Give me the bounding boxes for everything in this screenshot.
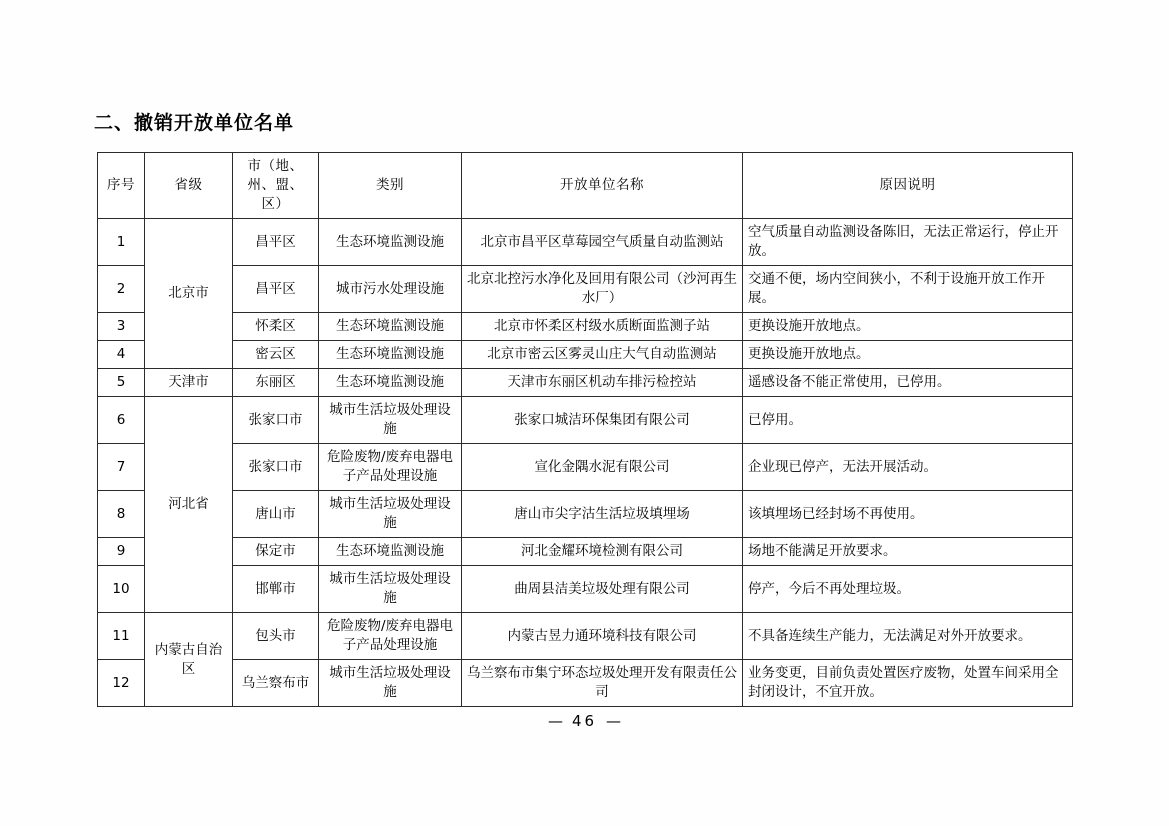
cell-category: 生态环境监测设施	[319, 313, 462, 341]
column-header-cat: 类别	[319, 153, 462, 219]
cell-no: 11	[98, 613, 145, 660]
column-header-prov: 省级	[145, 153, 233, 219]
revoked-units-table-container	[97, 152, 1072, 707]
cell-category: 城市生活垃圾处理设施	[319, 491, 462, 538]
cell-no: 1	[98, 219, 145, 266]
cell-reason: 空气质量自动监测设备陈旧，无法正常运行，停止开放。	[743, 219, 1073, 266]
table-row	[98, 369, 1073, 397]
column-header-reason: 原因说明	[743, 153, 1073, 219]
column-header-city: 市（地、州、盟、区）	[233, 153, 319, 219]
cell-unit-name: 唐山市尖字沽生活垃圾填埋场	[462, 491, 743, 538]
cell-reason: 更换设施开放地点。	[743, 313, 1073, 341]
cell-no: 10	[98, 566, 145, 613]
table-row	[98, 538, 1073, 566]
cell-unit-name: 张家口城洁环保集团有限公司	[462, 397, 743, 444]
cell-reason: 交通不便，场内空间狭小，不利于设施开放工作开展。	[743, 266, 1073, 313]
cell-city: 保定市	[233, 538, 319, 566]
table-body	[98, 219, 1073, 707]
cell-city: 密云区	[233, 341, 319, 369]
revoked-units-table	[97, 152, 1073, 707]
cell-reason: 停产，今后不再处理垃圾。	[743, 566, 1073, 613]
cell-province: 内蒙古自治区	[145, 613, 233, 707]
cell-city: 东丽区	[233, 369, 319, 397]
cell-category: 生态环境监测设施	[319, 538, 462, 566]
cell-category: 城市生活垃圾处理设施	[319, 660, 462, 707]
footer-dash-left: —	[547, 712, 563, 730]
cell-city: 怀柔区	[233, 313, 319, 341]
cell-reason: 更换设施开放地点。	[743, 341, 1073, 369]
table-row	[98, 566, 1073, 613]
cell-unit-name: 北京市怀柔区村级水质断面监测子站	[462, 313, 743, 341]
cell-category: 生态环境监测设施	[319, 369, 462, 397]
table-row	[98, 397, 1073, 444]
cell-category: 生态环境监测设施	[319, 219, 462, 266]
cell-category: 危险废物/废弃电器电子产品处理设施	[319, 613, 462, 660]
cell-category: 城市污水处理设施	[319, 266, 462, 313]
cell-no: 7	[98, 444, 145, 491]
cell-no: 9	[98, 538, 145, 566]
table-row	[98, 613, 1073, 660]
page-number: 46	[571, 712, 598, 730]
cell-reason: 已停用。	[743, 397, 1073, 444]
column-header-unit: 开放单位名称	[462, 153, 743, 219]
cell-no: 5	[98, 369, 145, 397]
table-row	[98, 660, 1073, 707]
cell-unit-name: 北京市密云区雾灵山庄大气自动监测站	[462, 341, 743, 369]
cell-no: 8	[98, 491, 145, 538]
cell-reason: 场地不能满足开放要求。	[743, 538, 1073, 566]
cell-reason: 企业现已停产，无法开展活动。	[743, 444, 1073, 491]
cell-no: 4	[98, 341, 145, 369]
cell-unit-name: 天津市东丽区机动车排污检控站	[462, 369, 743, 397]
cell-unit-name: 河北金耀环境检测有限公司	[462, 538, 743, 566]
cell-city: 张家口市	[233, 444, 319, 491]
cell-unit-name: 内蒙古昱力通环境科技有限公司	[462, 613, 743, 660]
cell-city: 乌兰察布市	[233, 660, 319, 707]
cell-province: 天津市	[145, 369, 233, 397]
cell-unit-name: 乌兰察布市集宁环态垃圾处理开发有限责任公司	[462, 660, 743, 707]
cell-city: 邯郸市	[233, 566, 319, 613]
cell-unit-name: 北京北控污水净化及回用有限公司（沙河再生水厂）	[462, 266, 743, 313]
cell-unit-name: 宣化金隅水泥有限公司	[462, 444, 743, 491]
cell-city: 张家口市	[233, 397, 319, 444]
page-footer	[0, 712, 1169, 730]
cell-category: 城市生活垃圾处理设施	[319, 397, 462, 444]
cell-reason: 该填埋场已经封场不再使用。	[743, 491, 1073, 538]
cell-reason: 不具备连续生产能力，无法满足对外开放要求。	[743, 613, 1073, 660]
page-title: 二、撤销开放单位名单	[94, 112, 295, 134]
table-row	[98, 266, 1073, 313]
table-row	[98, 341, 1073, 369]
cell-no: 12	[98, 660, 145, 707]
cell-province: 河北省	[145, 397, 233, 613]
cell-no: 6	[98, 397, 145, 444]
table-header-row	[98, 153, 1073, 219]
footer-dash-right: —	[606, 712, 622, 730]
cell-reason: 遥感设备不能正常使用，已停用。	[743, 369, 1073, 397]
cell-unit-name: 北京市昌平区草莓园空气质量自动监测站	[462, 219, 743, 266]
cell-city: 昌平区	[233, 266, 319, 313]
column-header-no: 序号	[98, 153, 145, 219]
cell-no: 2	[98, 266, 145, 313]
table-row	[98, 444, 1073, 491]
table-row	[98, 219, 1073, 266]
table-row	[98, 313, 1073, 341]
cell-province: 北京市	[145, 219, 233, 369]
cell-reason: 业务变更，目前负责处置医疗废物，处置车间采用全封闭设计，不宜开放。	[743, 660, 1073, 707]
cell-city: 昌平区	[233, 219, 319, 266]
cell-category: 危险废物/废弃电器电子产品处理设施	[319, 444, 462, 491]
cell-category: 城市生活垃圾处理设施	[319, 566, 462, 613]
cell-unit-name: 曲周县洁美垃圾处理有限公司	[462, 566, 743, 613]
cell-category: 生态环境监测设施	[319, 341, 462, 369]
cell-city: 包头市	[233, 613, 319, 660]
cell-city: 唐山市	[233, 491, 319, 538]
table-row	[98, 491, 1073, 538]
cell-no: 3	[98, 313, 145, 341]
